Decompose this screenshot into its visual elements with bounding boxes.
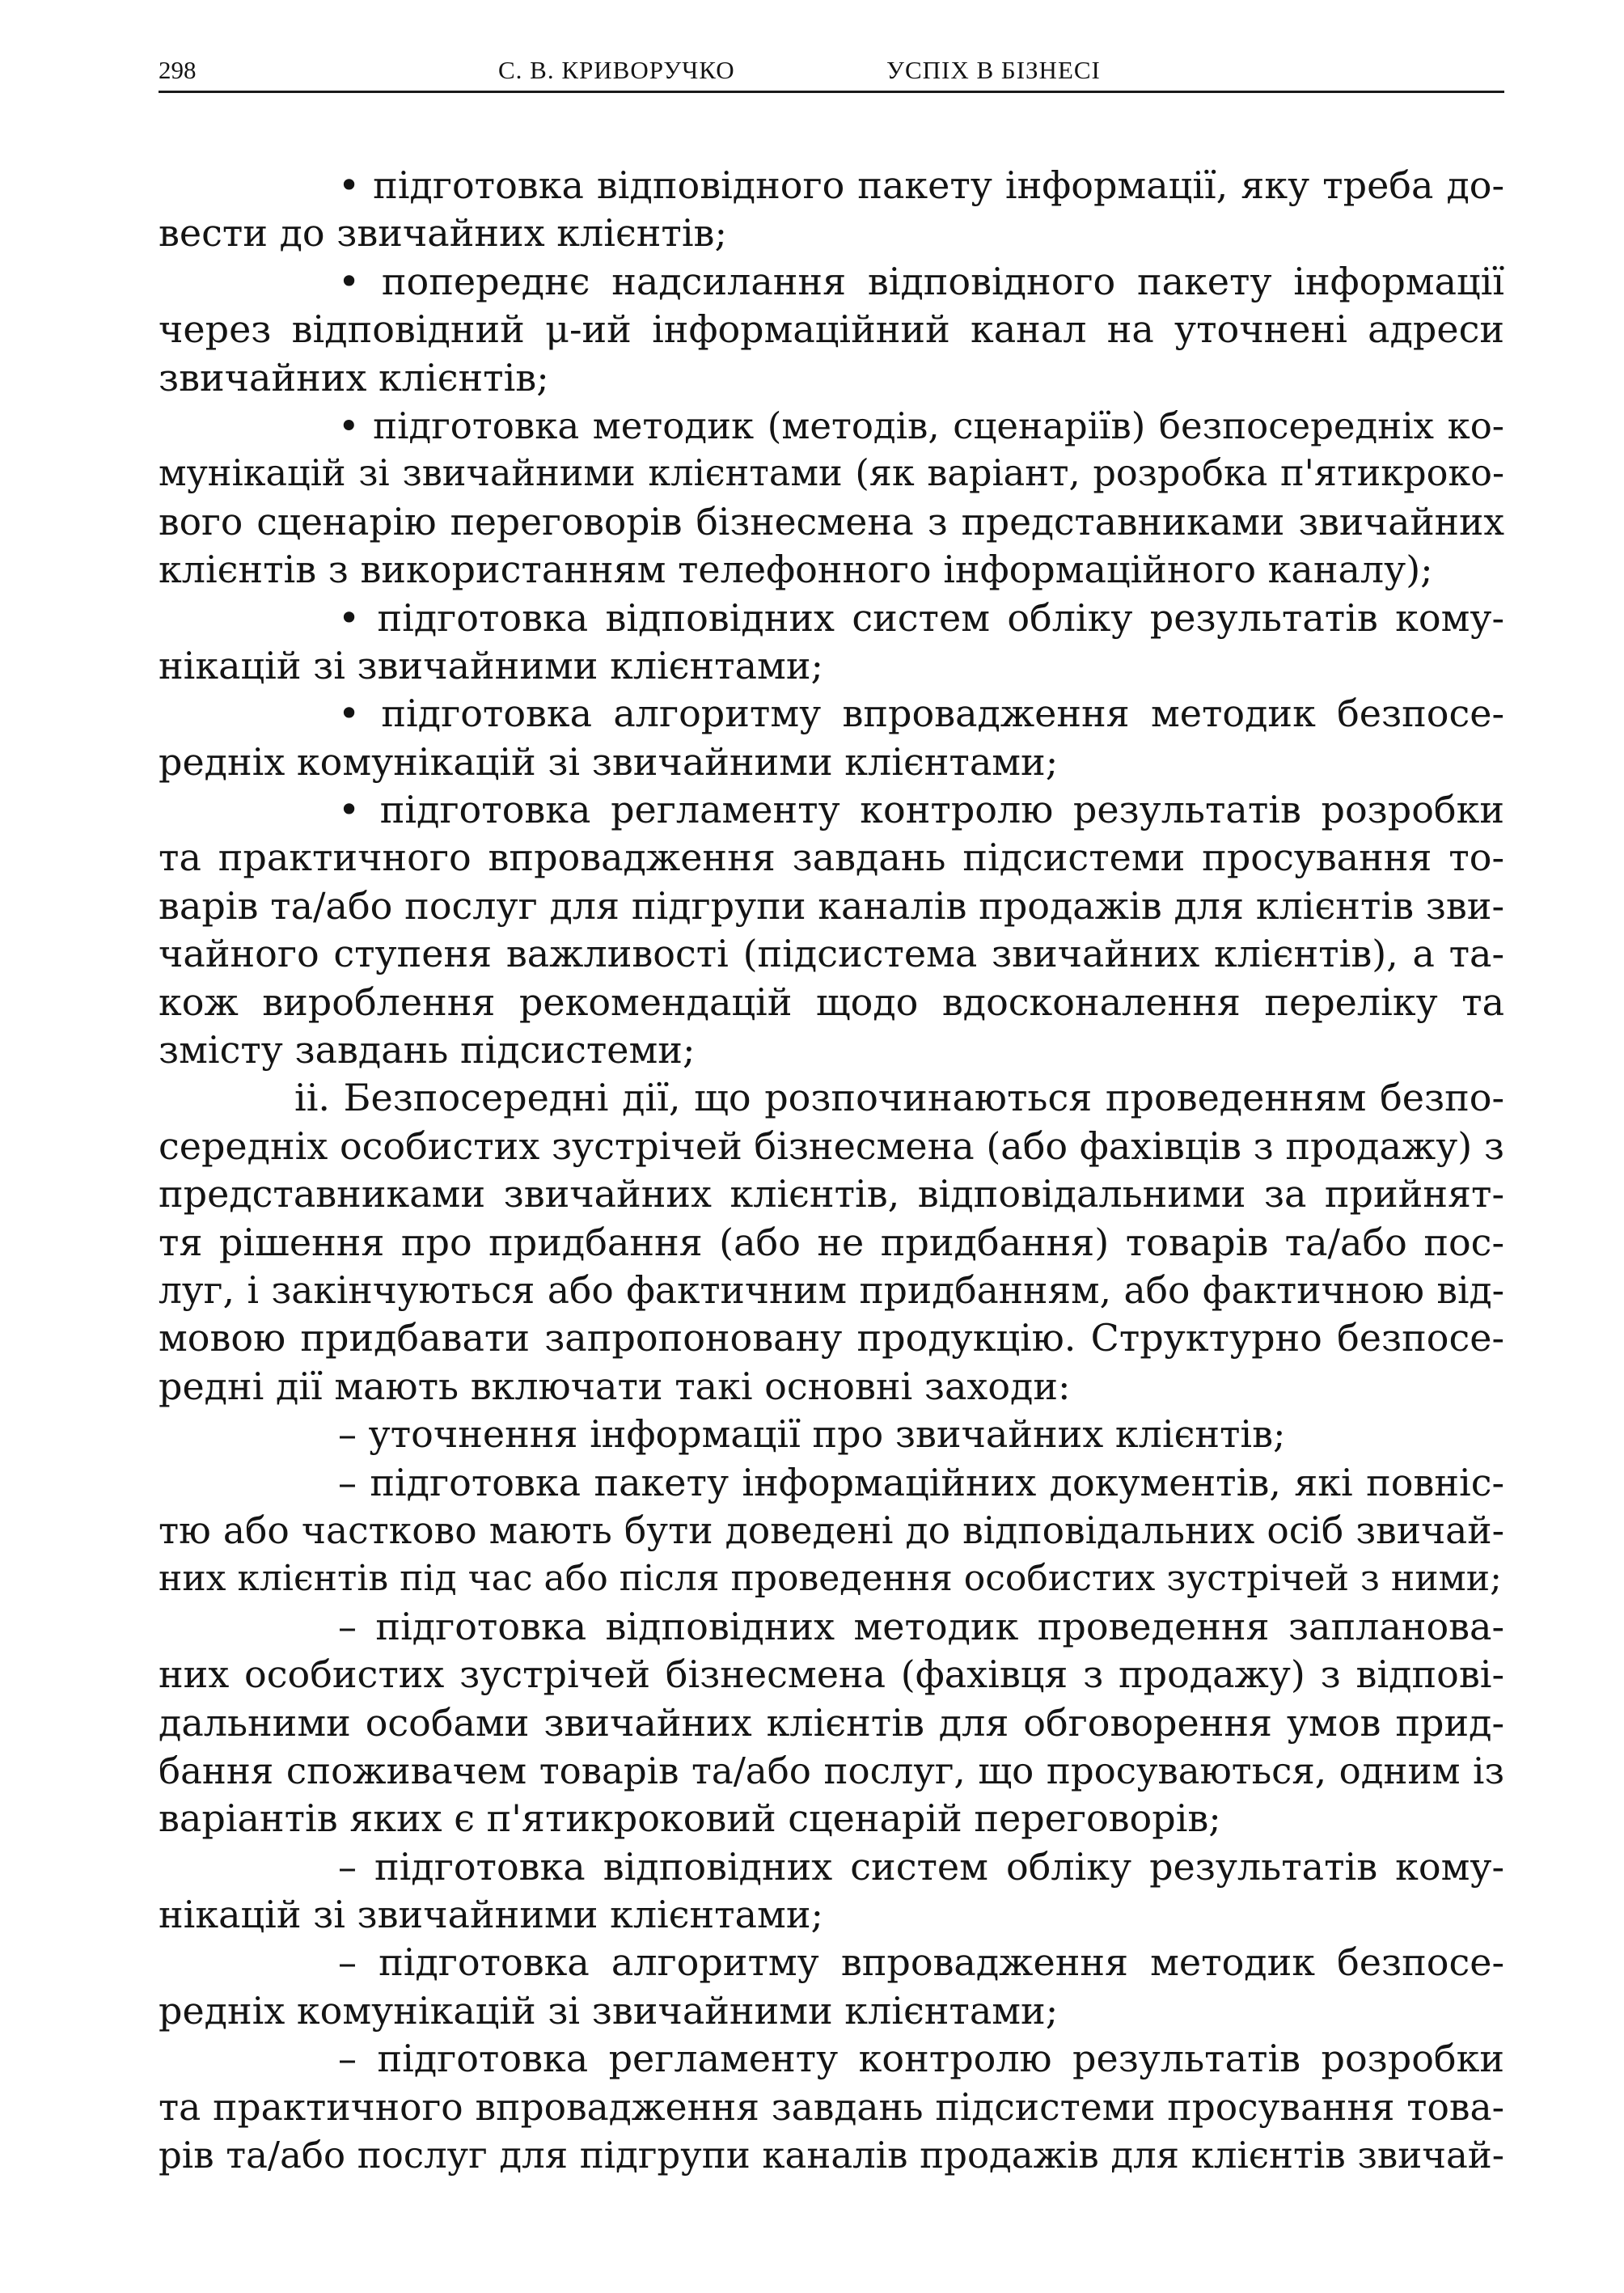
text-line: ii. Безпосередні дії, що розпочинаються проведенням безпо- xyxy=(294,1076,1504,1120)
text-line: луг, і закінчуються або фактичним придбанням, або фактичною від- xyxy=(159,1268,1504,1312)
text-line: представниками звичайних клієнтів, відповідальними за прийнят- xyxy=(159,1172,1504,1216)
text-line: нікацій зі звичайними клієнтами; xyxy=(159,643,823,687)
text-line: редні дії мають включати такі основні заходи: xyxy=(159,1364,1071,1408)
text-line: мунікацій зі звичайними клієнтами (як варіант, розробка п'ятикроко- xyxy=(159,453,1504,495)
text-line: – підготовка пакету інформаційних документів, які повніс- xyxy=(338,1460,1504,1504)
text-line: – підготовка регламенту контролю результатів розробки xyxy=(338,2037,1504,2081)
text-line: • підготовка відповідних систем обліку результатів кому- xyxy=(338,595,1504,640)
text-line: дальними особами звичайних клієнтів для обговорення умов прид- xyxy=(159,1700,1504,1745)
text-line: кож вироблення рекомендацій щодо вдосконалення переліку та xyxy=(159,979,1504,1024)
text-line: мовою придбавати запропоновану продукцію. Структурно безпосе- xyxy=(159,1316,1504,1360)
text-line: редніх комунікацій зі звичайними клієнтами; xyxy=(159,739,1059,784)
text-line: них особистих зустрічей бізнесмена (фахівця з продажу) з відпові- xyxy=(159,1652,1504,1697)
text-line: нікацій зі звичайними клієнтами; xyxy=(159,1893,823,1937)
text-line: звичайних клієнтів; xyxy=(159,355,549,400)
text-line: – уточнення інформації про звичайних клієнтів; xyxy=(338,1412,1286,1457)
text-line: • підготовка алгоритму впровадження методик безпосе- xyxy=(338,692,1504,736)
text-line: бання споживачем товарів та/або послуг, що просуваються, одним із xyxy=(159,1749,1504,1792)
text-line: – підготовка відповідних систем обліку результатів кому- xyxy=(338,1844,1504,1889)
text-line: • підготовка відповідного пакету інформації, яку треба до- xyxy=(338,163,1504,207)
text-line: варіантів яких є п'ятикроковий сценарій переговорів; xyxy=(159,1796,1221,1841)
text-line: варів та/або послуг для підгрупи каналів продажів для клієнтів зви- xyxy=(159,883,1504,928)
text-line: тя рішення про придбання (або не придбання) товарів та/або пос- xyxy=(159,1220,1504,1264)
text-line: та практичного впровадження завдань підсистеми просування то- xyxy=(159,836,1504,880)
text-line: чайного ступеня важливості (підсистема звичайних клієнтів), а та- xyxy=(159,932,1504,976)
text-line: них клієнтів під час або після проведення особистих зустрічей з ними; xyxy=(159,1558,1502,1600)
running-author: С. В. КРИВОРУЧКО xyxy=(498,56,735,84)
page-number: 298 xyxy=(159,56,197,84)
running-header xyxy=(159,47,1504,93)
text-line: та практичного впровадження завдань підсистеми просування това- xyxy=(159,2085,1504,2129)
text-line: рів та/або послуг для підгрупи каналів продажів для клієнтів звичай- xyxy=(159,2134,1504,2177)
text-line: середніх особистих зустрічей бізнесмена (або фахівців з продажу) з xyxy=(159,1123,1504,1168)
text-line: через відповідний μ-ий інформаційний канал на уточнені адреси xyxy=(159,307,1504,352)
running-title: УСПІХ В БІЗНЕСІ xyxy=(886,56,1101,84)
text-line: тю або частково мають бути доведені до відповідальних осіб звичай- xyxy=(159,1508,1504,1552)
text-line: – підготовка відповідних методик проведення запланова- xyxy=(338,1604,1504,1648)
text-line: змісту завдань підсистеми; xyxy=(159,1028,696,1072)
body-text xyxy=(159,162,1504,2179)
text-line: • підготовка методик (методів, сценаріїв) безпосередніх ко- xyxy=(338,404,1504,447)
text-line: вести до звичайних клієнтів; xyxy=(159,211,727,256)
text-line: клієнтів з використанням телефонного інформаційного каналу); xyxy=(159,548,1433,592)
text-line: редніх комунікацій зі звичайними клієнтами; xyxy=(159,1988,1059,2033)
text-line: • підготовка регламенту контролю результатів розробки xyxy=(338,788,1504,832)
text-line: – підготовка алгоритму впровадження методик безпосе- xyxy=(338,1940,1504,1985)
text-line: вого сценарію переговорів бізнесмена з представниками звичайних xyxy=(159,500,1504,544)
text-line: • попереднє надсилання відповідного пакету інформації xyxy=(338,259,1504,303)
